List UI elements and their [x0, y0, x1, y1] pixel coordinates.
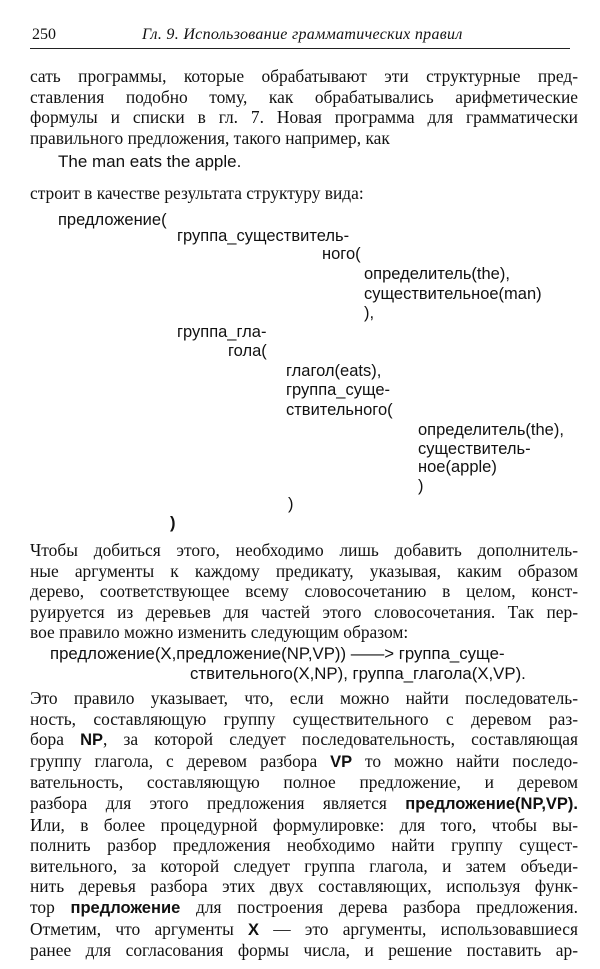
text-span: , за которой следует последовательность, составляющая: [103, 729, 578, 750]
term-functor: предложение: [70, 898, 181, 917]
text-line: строит в качестве результата структуру вида:: [30, 183, 364, 203]
tree-line: ): [170, 514, 176, 532]
term-np: NP: [80, 731, 104, 750]
tree-line: группа_существитель-: [177, 227, 350, 245]
page-number: 250: [32, 26, 56, 43]
text-line: Или, в более процедурной формулировке: для того, чтобы вы-: [30, 814, 578, 835]
tree-line: определитель(the),: [364, 265, 510, 283]
tree-line: существительное(man): [364, 285, 542, 303]
text-line: нить деревья разбора этих двух составляющих, используя функ-: [30, 876, 578, 897]
text-line: сать программы, которые обрабатывают эти структурные пред-: [30, 66, 578, 86]
text-line: [30, 751, 578, 773]
paragraph-result: [30, 183, 578, 204]
tree-line: группа_гла-: [177, 323, 267, 341]
term-vp: VP: [330, 752, 353, 771]
text-line: [30, 897, 578, 919]
text-line: вательность, составляющую полное предложение, и деревом: [30, 772, 578, 793]
tree-line: ствительного(: [286, 401, 393, 419]
text-span: для построения дерева разбора предложения.: [180, 896, 578, 917]
text-line: ставления подобно тому, как обрабатывались арифметические: [30, 86, 578, 107]
text-span: группу глагола, с деревом разбора: [30, 750, 331, 771]
text-span: тор: [30, 896, 71, 917]
paragraph-intro: [30, 66, 578, 148]
text-line: ность, составляющую группу существительного с деревом раз-: [30, 708, 578, 729]
tree-line: группа_суще-: [286, 381, 391, 399]
text-line: дерево, соответствующее всему словосочетанию в целом, конст-: [30, 581, 578, 602]
tree-line: предложение(: [58, 211, 167, 229]
text-line: ранее для согласования формы числа, и решение поставить ар-: [30, 940, 578, 961]
text-line: [30, 729, 578, 751]
paragraph-method: [30, 540, 578, 643]
text-line: вительного, за которой следует группа глагола, и затем объеди-: [30, 855, 578, 876]
text-span: то можно найти последо-: [352, 750, 578, 771]
text-span: разбора для этого предложения является: [30, 792, 406, 813]
text-line: правильного предложения, такого например, как: [30, 127, 390, 148]
term-x: X: [248, 920, 260, 939]
tree-line: ): [418, 477, 424, 495]
rule-line: предложение(X,предложение(NP,VP)) ——> группа_суще-: [50, 644, 505, 663]
tree-line: гола(: [228, 342, 267, 360]
text-line: [30, 919, 578, 941]
page-header: [30, 26, 570, 49]
text-line: руируется из деревьев для частей этого словосочетания. Так пер-: [30, 601, 578, 622]
tree-line: глагол(eats),: [286, 362, 382, 380]
example-sentence: The man eats the apple.: [58, 152, 242, 171]
paragraph-explanation: [30, 688, 578, 961]
text-line: [30, 793, 578, 815]
tree-line: ),: [364, 304, 375, 322]
tree-line: определитель(the),: [418, 421, 564, 439]
text-span: бора: [30, 729, 81, 750]
running-title: Гл. 9. Использование грамматических правил: [142, 26, 463, 43]
text-line: формулы и списки в гл. 7. Новая программа для грамматически: [30, 107, 578, 128]
text-line: вое правило можно изменить следующим образом:: [30, 622, 409, 643]
tree-line: ное(apple): [418, 458, 497, 476]
term-sentence-tree: предложение(NP,VP).: [405, 794, 578, 813]
rule-line: ствительного(X,NP), группа_глагола(X,VP).: [190, 664, 526, 683]
text-span: Отметим, что аргументы: [30, 918, 249, 939]
text-line: Это правило указывает, что, если можно найти последователь-: [30, 688, 578, 708]
text-line: ные аргументы к каждому предикату, указывая, каким образом: [30, 560, 578, 581]
text-span: — это аргументы, использовавшиеся: [259, 918, 578, 939]
tree-line: существитель-: [418, 440, 531, 458]
tree-line: ного(: [322, 245, 361, 263]
text-line: полнить разбор предложения необходимо найти группу сущест-: [30, 835, 578, 856]
tree-line: ): [288, 495, 294, 513]
text-line: Чтобы добиться этого, необходимо лишь добавить дополнитель-: [30, 540, 578, 560]
